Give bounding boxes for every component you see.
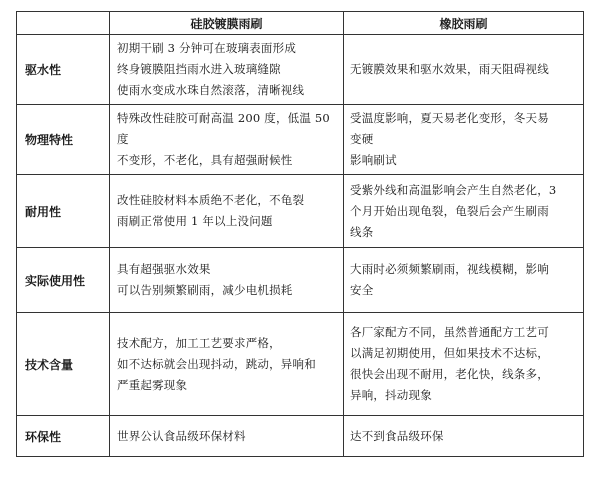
rubber-cell: [344, 35, 584, 105]
row-label: 驱水性: [17, 35, 110, 105]
rubber-cell: [344, 416, 584, 457]
table-header-row: [17, 12, 584, 35]
table-row: [17, 313, 584, 416]
rubber-cell: [344, 105, 584, 175]
cell-line: 大雨时必须频繁刷雨，视线模糊，影响: [350, 262, 549, 276]
cell-line: 使雨水变成水珠自然滚落，清晰视线: [117, 83, 305, 97]
rubber-cell: [344, 175, 584, 248]
silicone-cell: [110, 105, 344, 175]
comparison-table-wrapper: [16, 11, 583, 457]
row-label: 技术含量: [17, 313, 110, 416]
row-label: 实际使用性: [17, 248, 110, 313]
silicone-cell: [110, 175, 344, 248]
cell-line: 线条: [350, 224, 374, 239]
cell-line: 雨刷正常使用 1 年以上没问题: [117, 214, 273, 228]
header-blank-cell: [17, 12, 110, 35]
header-rubber-wiper: 橡胶雨刷: [344, 12, 584, 35]
cell-line: 技术配方，加工工艺要求严格，: [117, 335, 281, 350]
table-row: [17, 248, 584, 313]
cell-line: 以满足初期使用，但如果技术不达标，: [350, 346, 549, 360]
row-label: 物理特性: [17, 105, 110, 175]
cell-line: 度: [117, 132, 129, 146]
cell-line: 各厂家配方不同，虽然普通配方工艺可: [350, 325, 549, 339]
cell-line: 不变形，不老化，具有超强耐候性: [117, 153, 293, 167]
cell-line: 受紫外线和高温影响会产生自然老化，3: [350, 182, 557, 197]
cell-line: 影响刷试: [350, 153, 397, 167]
table-row: [17, 416, 584, 457]
comparison-table: [16, 11, 584, 457]
cell-line: 初期干刷 3 分钟可在玻璃表面形成: [117, 41, 297, 55]
silicone-cell: [110, 35, 344, 105]
row-label: 耐用性: [17, 175, 110, 248]
cell-line: 具有超强驱水效果: [117, 262, 211, 276]
header-silicone-wiper: 硅胶镀膜雨刷: [110, 12, 344, 35]
table-row: [17, 35, 584, 105]
cell-line: 安全: [350, 283, 374, 297]
cell-line: 异响，抖动现象: [350, 388, 432, 402]
table-row: [17, 175, 584, 248]
row-label: 环保性: [17, 416, 110, 457]
cell-line: 受温度影响，夏天易老化变形，冬天易: [350, 111, 549, 125]
cell-line: 世界公认食品级环保材料: [117, 428, 246, 443]
rubber-cell: [344, 313, 584, 416]
silicone-cell: [110, 313, 344, 416]
cell-line: 变硬: [350, 132, 374, 146]
cell-line: 如不达标就会出现抖动，跳动，异响和: [117, 356, 316, 371]
rubber-cell: [344, 248, 584, 313]
cell-line: 终身镀膜阻挡雨水进入玻璃缝隙: [117, 62, 281, 76]
silicone-cell: [110, 416, 344, 457]
cell-line: 特殊改性硅胶可耐高温 200 度，低温 50: [117, 111, 330, 125]
cell-line: 个月开始出现龟裂，龟裂后会产生刷雨: [350, 203, 549, 218]
cell-line: 达不到食品级环保: [350, 428, 444, 443]
cell-line: 可以告别频繁刷雨，减少电机损耗: [117, 283, 293, 297]
cell-line: 很快会出现不耐用，老化快，线条多，: [350, 367, 549, 381]
cell-line: 无镀膜效果和驱水效果，雨天阻碍视线: [350, 62, 549, 76]
cell-line: 改性硅胶材料本质绝不老化，不龟裂: [117, 193, 305, 207]
silicone-cell: [110, 248, 344, 313]
cell-line: 严重起雾现象: [117, 377, 188, 392]
table-row: [17, 105, 584, 175]
